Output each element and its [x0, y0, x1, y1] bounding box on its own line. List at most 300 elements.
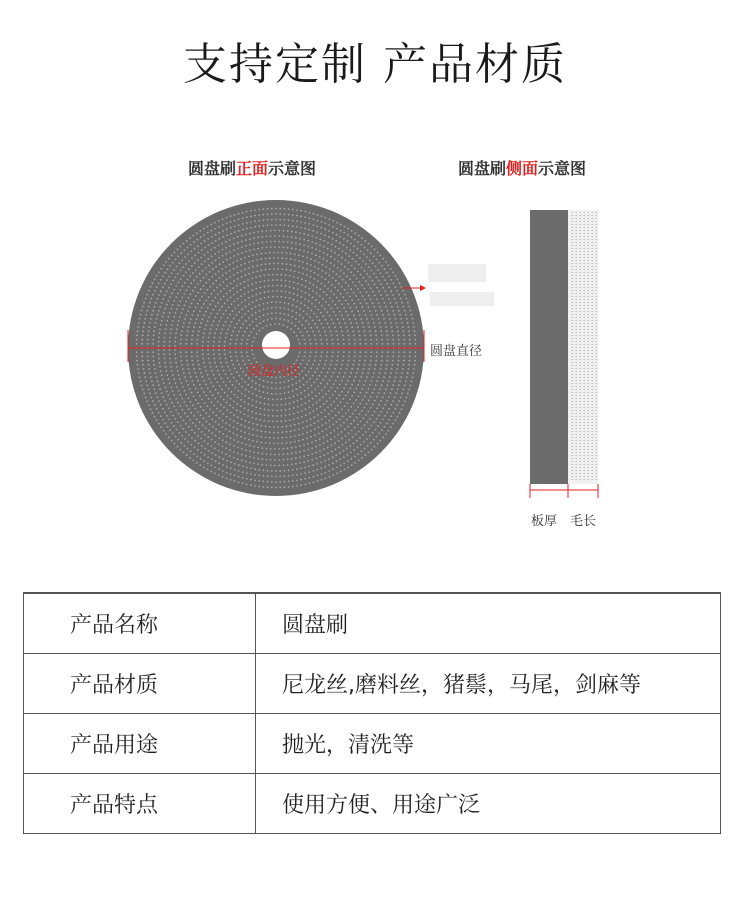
bristle-dot [214, 447, 216, 449]
bristle-dot [333, 372, 335, 374]
bristle-strand [588, 374, 589, 375]
bristle-dot [228, 306, 230, 308]
bristle-dot [376, 436, 378, 438]
bristle-strand [576, 383, 577, 384]
bristle-dot [308, 229, 310, 231]
bristle-dot [318, 319, 320, 321]
bristle-dot [330, 262, 332, 264]
bristle-dot [347, 315, 349, 317]
bristle-dot [361, 428, 363, 430]
bristle-dot [310, 418, 312, 420]
bristle-strand [596, 299, 597, 300]
bristle-dot [278, 454, 280, 456]
bristle-strand [596, 350, 597, 351]
bristle-strand [576, 323, 577, 324]
bristle-dot [226, 253, 228, 255]
bristle-dot [165, 433, 167, 435]
bristle-dot [398, 384, 400, 386]
bristle-strand [596, 314, 597, 315]
bristle-strand [592, 212, 593, 213]
bristle-strand [580, 350, 581, 351]
bristle-strand [596, 452, 597, 453]
bristle-dot [285, 409, 287, 411]
bristle-strand [596, 269, 597, 270]
bristle-dot [378, 415, 380, 417]
bristle-dot [191, 392, 193, 394]
bristle-dot [224, 345, 226, 347]
bristle-dot [196, 239, 198, 241]
bristle-dot [390, 279, 392, 281]
bristle-dot [296, 215, 298, 217]
bristle-dot [208, 279, 210, 281]
bristle-strand [572, 350, 573, 351]
bristle-dot [240, 430, 242, 432]
bristle-dot [173, 425, 175, 427]
bristle-strand [580, 224, 581, 225]
bristle-dot [356, 372, 358, 374]
bristle-dot [279, 318, 281, 320]
bristle-dot [364, 240, 366, 242]
bristle-strand [592, 269, 593, 270]
bristle-strand [572, 356, 573, 357]
bristle-dot [358, 264, 360, 266]
bristle-dot [382, 380, 384, 382]
bristle-strand [588, 452, 589, 453]
bristle-dot [155, 392, 157, 394]
bristle-dot [220, 362, 222, 364]
bristle-strand [584, 215, 585, 216]
bristle-dot [153, 330, 155, 332]
bristle-strand [576, 305, 577, 306]
bristle-dot [213, 353, 215, 355]
bristle-dot [396, 322, 398, 324]
bristle-dot [300, 302, 302, 304]
bristle-dot [321, 473, 323, 475]
bristle-dot [230, 215, 232, 217]
bristle-dot [197, 259, 199, 261]
bristle-dot [247, 279, 249, 281]
bristle-dot [233, 274, 235, 276]
bristle-dot [200, 458, 202, 460]
bristle-dot [197, 335, 199, 337]
bristle-dot [222, 433, 224, 435]
bristle-dot [155, 302, 157, 304]
bristle-dot [369, 435, 371, 437]
bristle-strand [576, 476, 577, 477]
bristle-dot [172, 280, 174, 282]
bristle-dot [390, 290, 392, 292]
bristle-dot [399, 314, 401, 316]
bristle-dot [315, 446, 317, 448]
bristle-strand [576, 326, 577, 327]
bristle-dot [316, 316, 318, 318]
bristle-dot [363, 310, 365, 312]
bristle-dot [220, 291, 222, 293]
bristle-dot [297, 328, 299, 330]
bristle-strand [580, 311, 581, 312]
bristle-dot [400, 318, 402, 320]
bristle-strand [588, 296, 589, 297]
bristle-dot [193, 279, 195, 281]
bristle-dot [303, 450, 305, 452]
bristle-strand [588, 254, 589, 255]
bristle-dot [303, 461, 305, 463]
bristle-dot [192, 330, 194, 332]
bristle-dot [189, 388, 191, 390]
bristle-dot [237, 441, 239, 443]
bristle-dot [263, 481, 265, 483]
bristle-dot [350, 372, 352, 374]
bristle-strand [588, 275, 589, 276]
bristle-dot [291, 452, 293, 454]
bristle-dot [164, 386, 166, 388]
bristle-dot [207, 345, 209, 347]
bristle-dot [221, 243, 223, 245]
bristle-dot [371, 380, 373, 382]
bristle-strand [592, 425, 593, 426]
bristle-dot [355, 410, 357, 412]
bristle-dot [319, 244, 321, 246]
bristle-strand [576, 215, 577, 216]
bristle-strand [596, 395, 597, 396]
bristle-dot [354, 351, 356, 353]
bristle-dot [347, 454, 349, 456]
bristle-dot [202, 353, 204, 355]
bristle-dot [148, 326, 150, 328]
bristle-dot [324, 234, 326, 236]
bristle-dot [253, 243, 255, 245]
bristle-dot [408, 330, 410, 332]
bristle-dot [326, 260, 328, 262]
bristle-dot [318, 302, 320, 304]
bristle-dot [340, 293, 342, 295]
bristle-strand [572, 380, 573, 381]
bristle-dot [409, 356, 411, 358]
bristle-strand [584, 473, 585, 474]
bristle-dot [280, 290, 282, 292]
bristle-dot [215, 280, 217, 282]
bristle-strand [592, 245, 593, 246]
bristle-strand [584, 347, 585, 348]
bristle-dot [214, 253, 216, 255]
bristle-dot [335, 364, 337, 366]
bristle-dot [310, 430, 312, 432]
bristle-dot [408, 306, 410, 308]
bristle-dot [193, 415, 195, 417]
bristle-strand [596, 230, 597, 231]
bristle-strand [572, 332, 573, 333]
bristle-dot [328, 224, 330, 226]
bristle-dot [162, 378, 164, 380]
bristle-dot [335, 330, 337, 332]
bristle-dot [345, 300, 347, 302]
bristle-dot [153, 360, 155, 362]
bristle-dot [378, 392, 380, 394]
bristle-strand [580, 377, 581, 378]
bristle-dot [279, 487, 281, 489]
bristle-dot [230, 233, 232, 235]
bristle-dot [339, 458, 341, 460]
bristle-dot [238, 482, 240, 484]
bristle-dot [258, 475, 260, 477]
bristle-strand [576, 296, 577, 297]
bristle-dot [350, 452, 352, 454]
bristle-dot [339, 300, 341, 302]
bristle-dot [178, 320, 180, 322]
bristle-dot [343, 387, 345, 389]
bristle-dot [358, 396, 360, 398]
bristle-dot [196, 351, 198, 353]
bristle-strand [596, 470, 597, 471]
bristle-dot [251, 289, 253, 291]
bristle-dot [378, 302, 380, 304]
bristle-strand [576, 437, 577, 438]
bristle-strand [588, 419, 589, 420]
bristle-dot [295, 382, 297, 384]
bristle-dot [259, 275, 261, 277]
bristle-dot [360, 302, 362, 304]
bristle-strand [576, 446, 577, 447]
bristle-dot [264, 409, 266, 411]
bristle-dot [347, 467, 349, 469]
bristle-dot [271, 301, 273, 303]
bristle-strand [580, 296, 581, 297]
bristle-dot [366, 303, 368, 305]
bristle-strand [588, 422, 589, 423]
bristle-dot [270, 246, 272, 248]
bristle-dot [384, 404, 386, 406]
bristle-dot [237, 248, 239, 250]
bristle-dot [197, 283, 199, 285]
bristle-dot [297, 417, 299, 419]
bristle-dot [304, 390, 306, 392]
bristle-dot [305, 286, 307, 288]
bristle-strand [580, 419, 581, 420]
bristle-dot [277, 432, 279, 434]
bristle-dot [343, 351, 345, 353]
bristle-dot [288, 208, 290, 210]
bristle-dot [204, 261, 206, 263]
bristle-strand [596, 353, 597, 354]
bristle-strand [584, 239, 585, 240]
bristle-dot [361, 237, 363, 239]
bristle-dot [326, 343, 328, 345]
bristle-dot [279, 470, 281, 472]
bristle-dot [364, 270, 366, 272]
bristle-dot [276, 290, 278, 292]
bristle-dot [337, 290, 339, 292]
bristle-strand [580, 308, 581, 309]
bristle-dot [360, 444, 362, 446]
bristle-dot [184, 438, 186, 440]
bristle-dot [250, 227, 252, 229]
bristle-dot [307, 387, 309, 389]
bristle-dot [244, 395, 246, 397]
bristle-dot [337, 434, 339, 436]
bristle-dot [247, 409, 249, 411]
bristle-strand [596, 410, 597, 411]
bristle-dot [365, 414, 367, 416]
bristle-dot [331, 335, 333, 337]
bristle-length-label: 毛长 [570, 514, 597, 529]
bristle-strand [592, 302, 593, 303]
bristle-strand [592, 455, 593, 456]
bristle-dot [391, 330, 393, 332]
bristle-dot [365, 280, 367, 282]
bristle-dot [398, 294, 400, 296]
bristle-dot [307, 454, 309, 456]
bristle-dot [298, 423, 300, 425]
bristle-dot [256, 435, 258, 437]
bristle-dot [415, 351, 417, 353]
bristle-dot [267, 208, 269, 210]
bristle-strand [576, 452, 577, 453]
bristle-dot [386, 283, 388, 285]
bristle-dot [350, 322, 352, 324]
bristle-dot [162, 298, 164, 300]
bristle-dot [386, 335, 388, 337]
bristle-dot [230, 473, 232, 475]
bristle-dot [297, 394, 299, 396]
bristle-strand [592, 449, 593, 450]
bristle-dot [275, 318, 277, 320]
bristle-dot [275, 382, 277, 384]
bristle-strand [572, 218, 573, 219]
bristle-dot [384, 392, 386, 394]
bristle-strand [576, 278, 577, 279]
bristle-dot [185, 301, 187, 303]
bristle-dot [166, 404, 168, 406]
bristle-dot [278, 465, 280, 467]
bristle-dot [252, 440, 254, 442]
bristle-dot [263, 314, 265, 316]
bristle-dot [200, 438, 202, 440]
bristle-dot [225, 422, 227, 424]
bristle-dot [246, 228, 248, 230]
bristle-dot [291, 247, 293, 249]
bristle-strand [580, 455, 581, 456]
bristle-dot [332, 351, 334, 353]
bristle-dot [334, 436, 336, 438]
bristle-dot [181, 398, 183, 400]
bristle-dot [327, 242, 329, 244]
bristle-strand [592, 413, 593, 414]
bristle-dot [343, 339, 345, 341]
bristle-dot [248, 317, 250, 319]
bristle-dot [283, 235, 285, 237]
bristle-dot [219, 309, 221, 311]
bristle-dot [260, 436, 262, 438]
bristle-dot [337, 261, 339, 263]
bristle-dot [395, 408, 397, 410]
bristle-dot [203, 285, 205, 287]
bristle-dot [334, 252, 336, 254]
bristle-dot [234, 480, 236, 482]
bristle-strand [572, 443, 573, 444]
bristle-dot [324, 409, 326, 411]
bristle-dot [339, 276, 341, 278]
bristle-dot [335, 246, 337, 248]
bristle-dot [237, 272, 239, 274]
bristle-dot [207, 289, 209, 291]
bristle-dot [321, 305, 323, 307]
bristle-dot [274, 235, 276, 237]
bristle-strand [596, 266, 597, 267]
bristle-dot [388, 430, 390, 432]
bristle-strand [576, 470, 577, 471]
bristle-dot [303, 339, 305, 341]
bristle-dot [250, 468, 252, 470]
bristle-dot [353, 274, 355, 276]
bristle-dot [322, 379, 324, 381]
bristle-dot [280, 274, 282, 276]
bristle-dot [367, 249, 369, 251]
bristle-strand [588, 242, 589, 243]
bristle-dot [259, 287, 261, 289]
bristle-dot [344, 372, 346, 374]
bristle-dot [369, 276, 371, 278]
bristle-dot [217, 302, 219, 304]
bristle-dot [266, 241, 268, 243]
bristle-dot [373, 306, 375, 308]
bristle-strand [576, 269, 577, 270]
bristle-dot [343, 296, 345, 298]
bristle-dot [185, 263, 187, 265]
bristle-dot [277, 268, 279, 270]
bristle-strand [588, 437, 589, 438]
bristle-dot [160, 279, 162, 281]
bristle-strand [592, 458, 593, 459]
bristle-strand [584, 230, 585, 231]
bristle-dot [308, 471, 310, 473]
bristle-strand [576, 233, 577, 234]
bristle-strand [584, 380, 585, 381]
bristle-dot [167, 426, 169, 428]
bristle-dot [154, 368, 156, 370]
bristle-dot [262, 327, 264, 329]
bristle-dot [219, 337, 221, 339]
bristle-strand [584, 296, 585, 297]
bristle-dot [248, 256, 250, 258]
bristle-strand [580, 338, 581, 339]
bristle-dot [361, 306, 363, 308]
bristle-dot [304, 327, 306, 329]
bristle-dot [327, 248, 329, 250]
bristle-dot [182, 285, 184, 287]
bristle-dot [223, 288, 225, 290]
bristle-dot [207, 341, 209, 343]
bristle-dot [321, 412, 323, 414]
bristle-dot [258, 480, 260, 482]
bristle-dot [289, 275, 291, 277]
bristle-dot [228, 388, 230, 390]
bristle-dot [276, 415, 278, 417]
bristle-strand [596, 212, 597, 213]
bristle-dot [240, 424, 242, 426]
bristle-strand [588, 344, 589, 345]
bristle-dot [290, 442, 292, 444]
bristle-dot [246, 327, 248, 329]
bristle-dot [174, 349, 176, 351]
bristle-dot [185, 431, 187, 433]
bristle-strand [576, 242, 577, 243]
bristle-strand [592, 263, 593, 264]
bristle-strand [572, 254, 573, 255]
bristle-dot [180, 360, 182, 362]
bristle-dot [233, 255, 235, 257]
bristle-strand [576, 380, 577, 381]
bristle-dot [370, 299, 372, 301]
